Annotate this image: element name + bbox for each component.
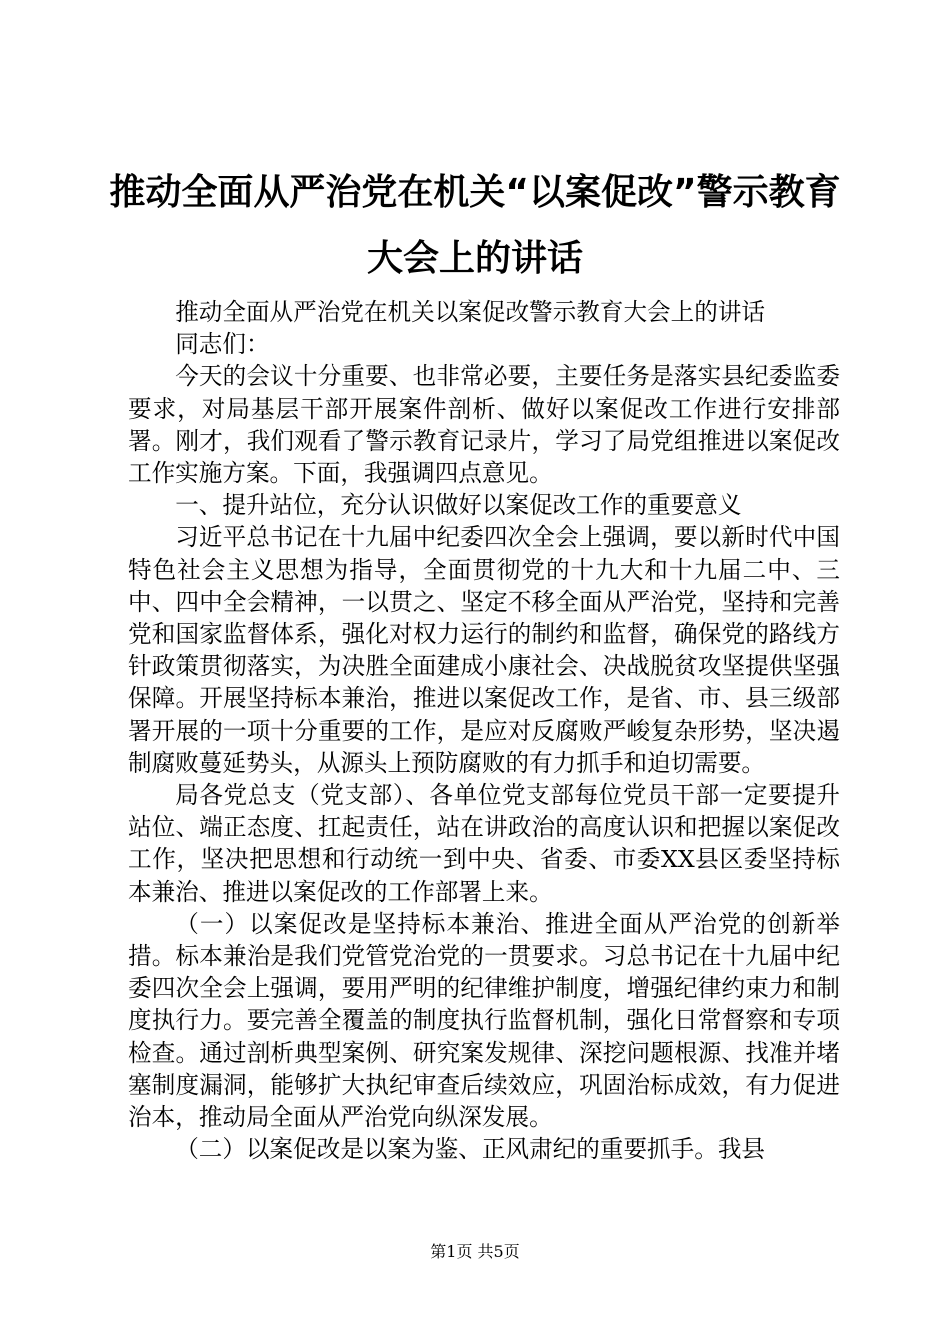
body-paragraph: 今天的会议十分重要、也非常必要，主要任务是落实县纪委监委要求，对局基层干部开展案件剖析、做好以案促改工作进行安排部署。刚才，我们观看了警示教育记录片，学习了局党组推进以案促改工作实施方案。下面，我强调四点意见。 [128, 362, 840, 488]
document-body [128, 296, 840, 1165]
subtitle-paragraph: 推动全面从严治党在机关以案促改警示教育大会上的讲话 [175, 298, 766, 326]
page-footer: 第1页 共5页 [430, 1242, 520, 1261]
body-paragraph: 局各党总支（党支部）、各单位党支部每位党员干部一定要提升站位、端正态度、扛起责任，站在讲政治的高度认识和把握以案促改工作，坚决把思想和行动统一到中央、省委、市委XX县区委坚持标本兼治、推进以案促改的工作部署上来。 [128, 781, 840, 906]
salutation-paragraph: 同志们： [175, 330, 270, 359]
section-heading: 一、提升站位，充分认识做好以案促改工作的重要意义 [175, 491, 742, 520]
body-paragraph: 习近平总书记在十九届中纪委四次全会上强调，要以新时代中国特色社会主义思想为指导，全面贯彻党的十九大和十九届二中、三中、四中全会精神，一以贯之、坚定不移全面从严治党，坚持和完善党和国家监督体系，强化对权力运行的制约和监督，确保党的路线方针政策贯彻落实，为决胜全面建成小康社会、决战脱贫攻坚提供坚强保障。开展坚持标本兼治，推进以案促改工作，是省、市、县三级部署开展的一项十分重要的工作，是应对反腐败严峻复杂形势，坚决遏制腐败蔓延势头，从源头上预防腐败的有力抓手和迫切需要。 [128, 523, 840, 777]
body-paragraph: （二）以案促改是以案为鉴、正风肃纪的重要抓手。我县 [175, 1135, 766, 1164]
body-paragraph: （一）以案促改是坚持标本兼治、推进全面从严治党的创新举措。标本兼治是我们党管党治党的一贯要求。习总书记在十九届中纪委四次全会上强调，要用严明的纪律维护制度，增强纪律约束力和制度执行力。要完善全覆盖的制度执行监督机制，强化日常督察和专项检查。通过剖析典型案例、研究案发规律、深挖问题根源、找准并堵塞制度漏洞，能够扩大执纪审查后续效应，巩固治标成效，有力促进治本，推动局全面从严治党向纵深发展。 [128, 909, 840, 1132]
document-title: 推动全面从严治党在机关“以案促改”警示教育大会上的讲话 [109, 172, 841, 279]
